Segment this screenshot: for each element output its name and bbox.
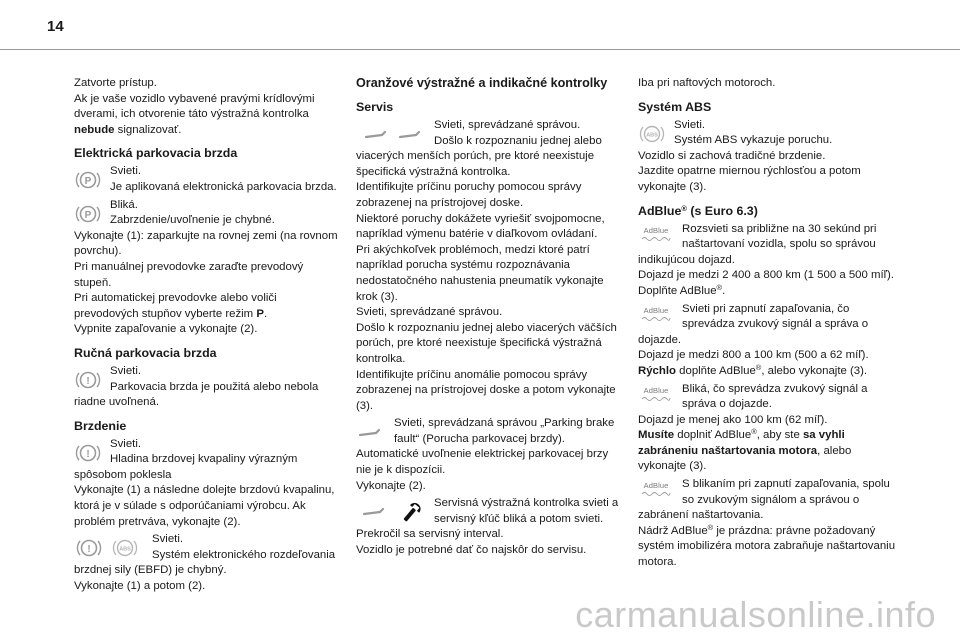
svg-text:ABS: ABS (119, 546, 131, 553)
service-heading: Servis (356, 100, 394, 114)
service-wrench-icon (356, 498, 426, 526)
parking-brake-icon (74, 166, 102, 194)
svg-text:ABS: ABS (646, 132, 658, 139)
adblue-icon: AdBlue (638, 384, 674, 412)
column-left: Zatvorte prístup. Ak je vaše vozidlo vybavené pravými krídlovými dverami, ich otvorenie táto výstražná kontrolka nebude signalizovať. Elektrická parkovacia brzda P Svieti. Je aplikovaná elektronická parkovacia brzda. P Bliká. Zabrzdenie/uvoľnenie je chybné. Vykonajte (1): zaparkujte na rovnej zemi (na rovnom povrchu). Pri manuálnej prevodovke zaraďte prevodový stupeň. Pri automatickej prevodovke alebo voliči prevodových stupňov vyberte režim P. Vypnite zapaľovanie a vykonajte (2). Ručná parkovacia brzda ! Svieti. Parkovacia brzda je použitá alebo nebola riadne uvoľnená. Brzdenie ! Svieti. Hladina brzdovej kvapaliny výrazným spôsobom poklesla Vykonajte (1) a následne dolejte brzdovú kvapalinu, ktorá je v súlade s odporúčaniami výrobcu. Ak problém pretrváva, vykonajte (2). ! ABS Svieti. Systém elektronického rozdeľovania brzdnej sily (EBFD) je chybný. Vykonajte (1) a potom (2). (74, 76, 342, 595)
abs-entry: ABS Svieti. Systém ABS vykazuje poruchu. (638, 118, 900, 149)
svg-text:P: P (84, 176, 92, 188)
epb-on-entry: P Svieti. Je aplikovaná elektronická parkovacia brzda. (74, 164, 342, 195)
intro-text: Zatvorte prístup. (74, 77, 157, 89)
svg-text:P: P (84, 209, 92, 221)
service-parking-fault-entry: Svieti, sprevádzaná správou „Parking brake fault“ (Porucha parkovacej brzdy). (356, 416, 624, 447)
adblue-entry-1: AdBlue Rozsvieti sa približne na 30 sekúnd pri naštartovaní vozidla, spolu so správou indikujúcou dojazd. (638, 222, 877, 266)
service-interval-entry: Servisná výstražná kontrolka svieti a servisný kľúč bliká a potom svieti. (356, 496, 624, 527)
adblue-icon: AdBlue (638, 304, 674, 332)
watermark: carmanualsonline.info (575, 594, 936, 635)
page-number: 14 (47, 18, 64, 35)
adblue-icon: AdBlue (638, 224, 674, 252)
diesel-note: Iba pri naftových motoroch. (638, 77, 776, 89)
hand-brake-entry: ! Svieti. Parkovacia brzda je použitá alebo nebola riadne uvoľnená. (74, 364, 319, 409)
brakes-heading: Brzdenie (74, 418, 127, 433)
door-note: Ak je vaše vozidlo vybavené pravými krídlovými dverami, ich otvorenie táto výstražná kontrolka nebude signalizovať. (74, 92, 315, 136)
column-right: Iba pri naftových motoroch. Systém ABS ABS Svieti. Systém ABS vykazuje poruchu. Vozidlo si zachová tradičné brzdenie. Jazdite opatrne miernou rýchlosťou a potom vykonajte (3). AdBlue® (s Euro 6.3) AdBlue Rozsvieti sa približne na 30 sekúnd pri naštartovaní vozidla, spolu so správou indikujúcou dojazd. Dojazd je medzi 2 400 a 800 km (1 500 a 500 míľ). Doplňte AdBlue®. AdBlue Svieti pri zapnutí zapaľovania, čo sprevádza zvukový signál a správa o dojazde. Dojazd je medzi 800 a 100 km (500 a 62 míľ). Rýchlo doplňte AdBlue®, alebo vykonajte (3). AdBlue Bliká, čo sprevádza zvukový signál a správa o dojazde. Dojazd je menej ako 100 km (62 míľ). Musíte doplniť AdBlue®, aby ste sa vyhli zabráneniu naštartovania motora, alebo vykonajte (3). AdBlue S blikaním pri zapnutí zapaľovania, spolu so zvukovým signálom a správou o zabránení naštartovania. Nádrž AdBlue® je prázdna: právne požadovaný systém imobilizéra motora zabraňuje naštartovaniu motora. (638, 76, 900, 571)
adblue-heading: AdBlue® (s Euro 6.3) (638, 203, 758, 218)
svg-text:!: ! (86, 375, 90, 387)
abs-heading: Systém ABS (638, 99, 712, 114)
svg-text:!: ! (86, 448, 90, 460)
service-icon (356, 418, 386, 446)
brakes-entry: ! Svieti. Hladina brzdovej kvapaliny výrazným spôsobom poklesla (74, 437, 298, 481)
adblue-icon: AdBlue (638, 479, 674, 507)
page-header (0, 0, 960, 50)
brake-and-abs-icons (74, 534, 144, 562)
hand-brake-heading: Ručná parkovacia brzda (74, 345, 217, 360)
orange-lamps-heading: Oranžové výstražné a indikačné kontrolky (356, 76, 608, 90)
brake-warning-icon (74, 439, 102, 467)
column-middle: Oranžové výstražné a indikačné kontrolky Servis Svieti, sprevádzané správou. Došlo k rozpoznaniu jednej alebo viacerých menších porúch, pre ktoré neexistuje špecifická výstražná kontrolka. Identifikujte príčinu poruchy pomocou správy zobrazenej na prístrojovej doske. Niektoré poruchy dokážete vyriešiť svojpomocne, napríklad výmenu batérie v diaľkovom ovládaní. Pri akýchkoľvek problémoch, medzi ktoré patrí napríklad porucha systému rozpoznávania nedostatočného nahustenia pneumatík vykonajte krok (3). Svieti, sprevádzané správou. Došlo k rozpoznaniu jednej alebo viacerých väčších porúch, pre ktoré neexistuje špecifická výstražná kontrolka. Identifikujte príčinu anomálie pomocou správy zobrazenej na prístrojovej doske a potom vykonajte (3). Svieti, sprevádzaná správou „Parking brake fault“ (Porucha parkovacej brzdy). Automatické uvoľnenie elektrickej parkovacej brzy nie je k dispozícii. Vykonajte (2). Servisná výstražná kontrolka svieti a servisný kľúč bliká a potom svieti. Prekročil sa servisný interval. Vozidlo je potrebné dať čo najskôr do servisu. (356, 76, 624, 559)
ebfd-entry: ! ABS Svieti. Systém elektronického rozdeľovania brzdnej sily (EBFD) je chybný. (74, 533, 336, 577)
service-minor-entry: Svieti, sprevádzané správou. Došlo k rozpoznaniu jednej alebo viacerých menších porúch, pre ktoré neexistuje špecifická výstražná kontrolka. (356, 119, 602, 178)
adblue-entry-4: AdBlue S blikaním pri zapnutí zapaľovania, spolu so zvukovým signálom a správou o zabránení naštartovania. (638, 478, 890, 522)
adblue-entry-2: AdBlue Svieti pri zapnutí zapaľovania, čo sprevádza zvukový signál a správa o dojazde. (638, 302, 869, 346)
parking-brake-icon (74, 200, 102, 228)
epb-flash-entry: P Bliká. Zabrzdenie/uvoľnenie je chybné. (74, 198, 342, 229)
svg-text:!: ! (87, 544, 91, 556)
abs-icon (638, 120, 666, 148)
brake-warning-icon (74, 366, 102, 394)
epb-heading: Elektrická parkovacia brzda (74, 146, 238, 161)
adblue-entry-3: AdBlue Bliká, čo sprevádza zvukový signál a správa o dojazde. (638, 382, 900, 413)
service-icon (356, 120, 426, 148)
